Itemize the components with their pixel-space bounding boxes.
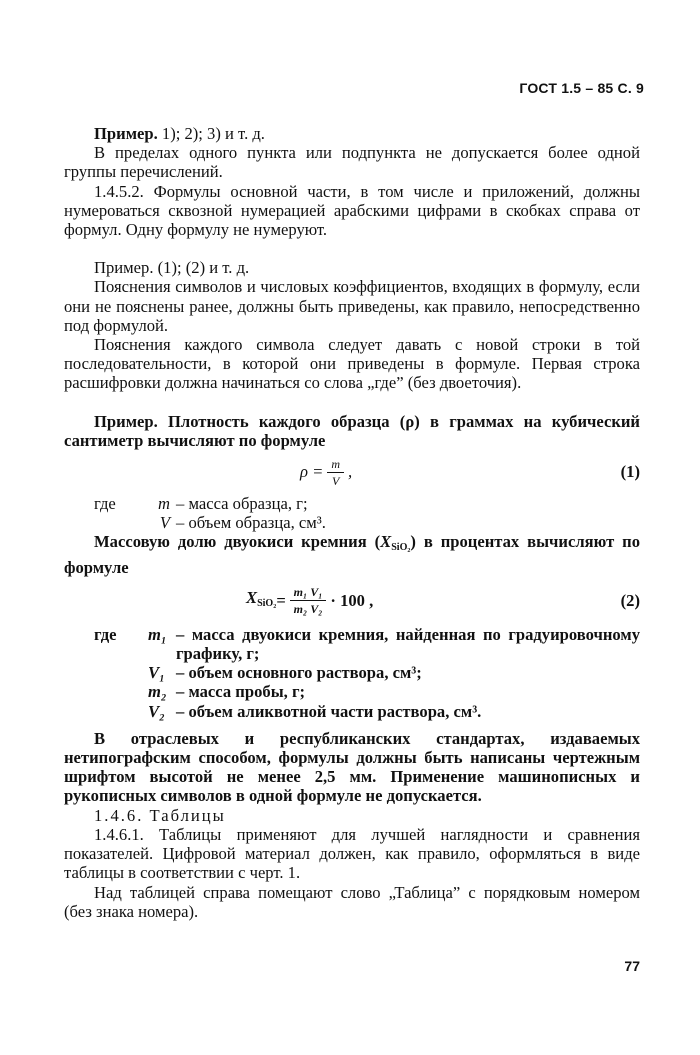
- formula-tail: · 100 ,: [330, 591, 374, 611]
- paragraph-explanation-order: Пояснения каждого символа следует давать с новой строки в той последовательности, в которой они приведены в формуле. Первая строка расшифровки должна начинаться со слова „где” (без двоеточия).: [64, 335, 640, 393]
- where-item: [64, 663, 640, 682]
- numerator: m₁ V₁: [290, 585, 327, 601]
- where-text: – объем аликвотной части раствора, см³.: [176, 701, 482, 721]
- page-number: 77: [624, 958, 640, 974]
- where-symbol: V: [159, 513, 170, 533]
- section-heading-tables: 1.4.6. Таблицы: [94, 805, 226, 825]
- where-symbol: V₁: [148, 663, 165, 683]
- example-label: Пример.: [94, 258, 154, 278]
- where-word: где: [94, 624, 117, 644]
- where-text: – масса двуокиси кремния, найденная по градуировочному графику, г;: [176, 624, 640, 664]
- where-symbol: m₁: [148, 624, 167, 644]
- where-item: [64, 702, 640, 721]
- example-label: Пример.: [94, 124, 158, 143]
- example-text: (1); (2) и т. д.: [153, 258, 250, 278]
- numerator: m: [327, 457, 344, 473]
- paragraph-tables-purpose: 1.4.6.1. Таблицы применяют для лучшей наглядности и сравнения показателей. Цифровой материал должен, как правило, оформляться в виде таблицы в соответствии с черт. 1.: [64, 824, 640, 883]
- paragraph-drawing-font: В отраслевых и республиканских стандартах, издаваемых нетипографским способом, формулы должны быть написаны чертежным шрифтом высотой не менее 2,5 мм. Применение машинописных и рукописных символов в одной формуле не допускается.: [64, 728, 640, 806]
- example-text: 1); 2); 3) и т. д.: [157, 124, 265, 143]
- paragraph-symbol-explanations: Пояснения символов и числовых коэффициентов, входящих в формулу, если они не пояснены ранее, должны быть приведены, как правило, непосредственно под формулой.: [64, 277, 640, 335]
- formula-1: [64, 450, 640, 494]
- paragraph-mass-fraction: [64, 532, 640, 576]
- body-text: [64, 124, 640, 921]
- formula-lhs: $X_{SiO_2}$: [246, 588, 277, 610]
- where-text: – объем образца, см³.: [176, 513, 326, 533]
- where-block-1: [64, 494, 640, 532]
- paragraph-enumeration-rule: В пределах одного пункта или подпункта не допускается более одной группы перечислений.: [64, 143, 640, 182]
- example-3: [64, 412, 640, 450]
- where-text: – масса пробы, г;: [176, 682, 306, 702]
- fraction: [290, 585, 327, 616]
- formula-tail: ,: [347, 462, 353, 482]
- text-part: Массовую долю двуокиси кремния (: [94, 532, 381, 552]
- example-label: Пример.: [94, 411, 158, 431]
- fraction: [327, 457, 344, 488]
- text-part: ) в процентах вычисляют по формуле: [64, 532, 640, 577]
- running-header: ГОСТ 1.5 – 85 С. 9: [519, 80, 644, 96]
- where-item: [64, 682, 640, 701]
- equals: =: [276, 591, 286, 611]
- where-item: [64, 513, 640, 532]
- formula-lhs: ρ =: [300, 462, 324, 482]
- where-item: [64, 625, 640, 663]
- paragraph-table-caption: Над таблицей справа помещают слово „Таблица” с порядковым номером (без знака номера).: [64, 882, 640, 921]
- where-block-2: [64, 625, 640, 721]
- paragraph-formula-numbering: 1.4.5.2. Формулы основной части, в том числе и приложений, должны нумероваться сквозной нумерацией арабскими цифрами в скобках справа от формул. Одну формулу не нумеруют.: [64, 181, 640, 240]
- denominator: m₂ V₂: [293, 602, 323, 617]
- where-symbol: m₂: [148, 682, 167, 702]
- example-2: [64, 258, 640, 277]
- where-text: – объем основного раствора, см³;: [176, 663, 422, 683]
- where-item: [64, 494, 640, 513]
- where-word: где: [94, 494, 116, 514]
- denominator: V: [331, 473, 340, 488]
- formula-2: [64, 577, 640, 625]
- example-1: [64, 124, 640, 143]
- symbol-subscript: SiO₂: [391, 542, 411, 554]
- example-text: Плотность каждого образца (ρ) в граммах на кубический сантиметр вычисляют по формуле: [64, 411, 640, 450]
- where-symbol: m: [158, 494, 170, 514]
- formula-number: (2): [620, 591, 640, 611]
- formula-number: (1): [620, 462, 640, 482]
- where-symbol: V₂: [148, 701, 165, 721]
- where-text: – масса образца, г;: [176, 494, 308, 514]
- symbol: X: [380, 532, 392, 552]
